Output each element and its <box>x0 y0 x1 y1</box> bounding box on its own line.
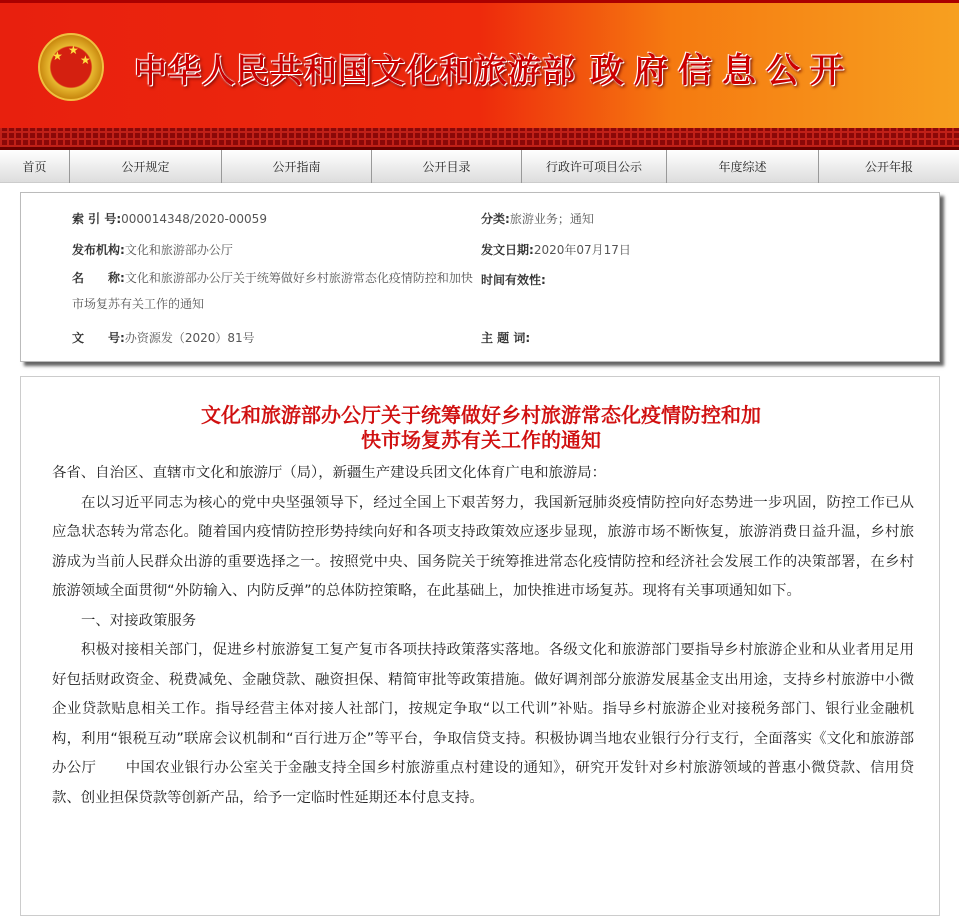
date-label: 发文日期: <box>481 243 534 257</box>
section-heading: 一、对接政策服务 <box>81 612 197 629</box>
title-line: 快市场复苏有关工作的通知 <box>361 428 601 452</box>
metadata-panel <box>20 192 940 362</box>
ministry-name: 中华人民共和国文化和旅游部 <box>134 51 576 90</box>
docno-label: 文 号: <box>72 331 125 345</box>
header-banner <box>0 0 959 128</box>
nav-home[interactable]: 首页 <box>0 150 70 183</box>
publisher-value: 文化和旅游部办公厅 <box>124 243 233 257</box>
index-value: 000014348/2020-00059 <box>121 212 267 226</box>
section-title: 政府信息公开 <box>590 51 854 91</box>
paragraph: 在以习近平同志为核心的党中央坚强领导下，经过全国上下艰苦努力，我国新冠肺炎疫情防控向好态势进一步巩固，防控工作已从应急状态转为常态化。随着国内疫情防控形势持续向好和各项支持政策效应逐步显现，旅游市场不断恢复，旅游消费日益升温，乡村旅游成为当前人民群众出游的重要选择之一。按照党中央、国务院关于统筹推进常态化疫情防控和经济社会发展工作的决策部署，在乡村旅游领域全面贯彻“外防输入、内防反弹”的总体防控策略，在此基础上，加快推进市场复苏。现将有关事项通知如下。 <box>52 494 914 599</box>
nav-annual-report[interactable]: 公开年报 <box>864 160 913 174</box>
name-label: 名 称: <box>72 271 125 285</box>
category-value: 旅游业务；通知 <box>509 212 594 226</box>
article-body <box>52 459 914 813</box>
keywords-label: 主 题 词: <box>481 331 531 345</box>
index-label: 索 引 号: <box>72 212 122 226</box>
decorative-border <box>0 128 959 150</box>
date-value: 2020年07月17日 <box>533 243 631 257</box>
nav-annual-summary[interactable]: 年度综述 <box>667 150 819 183</box>
publisher-label: 发布机构: <box>72 243 125 257</box>
national-emblem-icon: ★ ★ ★ <box>38 33 104 101</box>
nav-catalog[interactable]: 公开目录 <box>372 150 522 183</box>
docno-value: 办资源发（2020）81号 <box>124 331 255 345</box>
nav-guide[interactable]: 公开指南 <box>222 150 372 183</box>
title-line: 文化和旅游部办公厅关于统筹做好乡村旅游常态化疫情防控和加 <box>201 403 761 427</box>
nav-license[interactable]: 行政许可项目公示 <box>522 150 667 183</box>
salutation: 各省、自治区、直辖市文化和旅游厅（局），新疆生产建设兵团文化体育广电和旅游局： <box>52 465 607 481</box>
validity-label: 时间有效性: <box>481 273 546 287</box>
paragraph: 积极对接相关部门，促进乡村旅游复工复产复市各项扶持政策落实落地。各级文化和旅游部门要指导乡村旅游企业和从业者用足用好包括财政资金、税费减免、金融贷款、融资担保、精简审批等政策措施。做好调剂部分旅游发展基金支出用途，支持乡村旅游中小微企业贷款贴息相关工作。指导经营主体对接人社部门，按规定争取“以工代训”补贴。指导乡村旅游企业对接税务部门、银行业金融机构，利用“银税互动”联席会议机制和“百行进万企”等平台，争取信贷支持。积极协调当地农业银行分行支行，全面落实《文化和旅游部办公厅 中国农业银行办公室关于金融支持全国乡村旅游重点村建设的通知》，研究开发针对乡村旅游领域的普惠小微贷款、信用贷款、创业担保贷款等创新产品，给予一定临时性延期还本付息支持。 <box>52 642 914 806</box>
nav-rules[interactable]: 公开规定 <box>70 150 222 183</box>
category-label: 分类: <box>481 212 510 226</box>
article-title <box>21 403 941 453</box>
article <box>20 376 940 916</box>
name-value: 文化和旅游部办公厅关于统筹做好乡村旅游常态化疫情防控和加快市场复苏有关工作的通知 <box>72 271 473 311</box>
main-nav <box>0 150 959 183</box>
